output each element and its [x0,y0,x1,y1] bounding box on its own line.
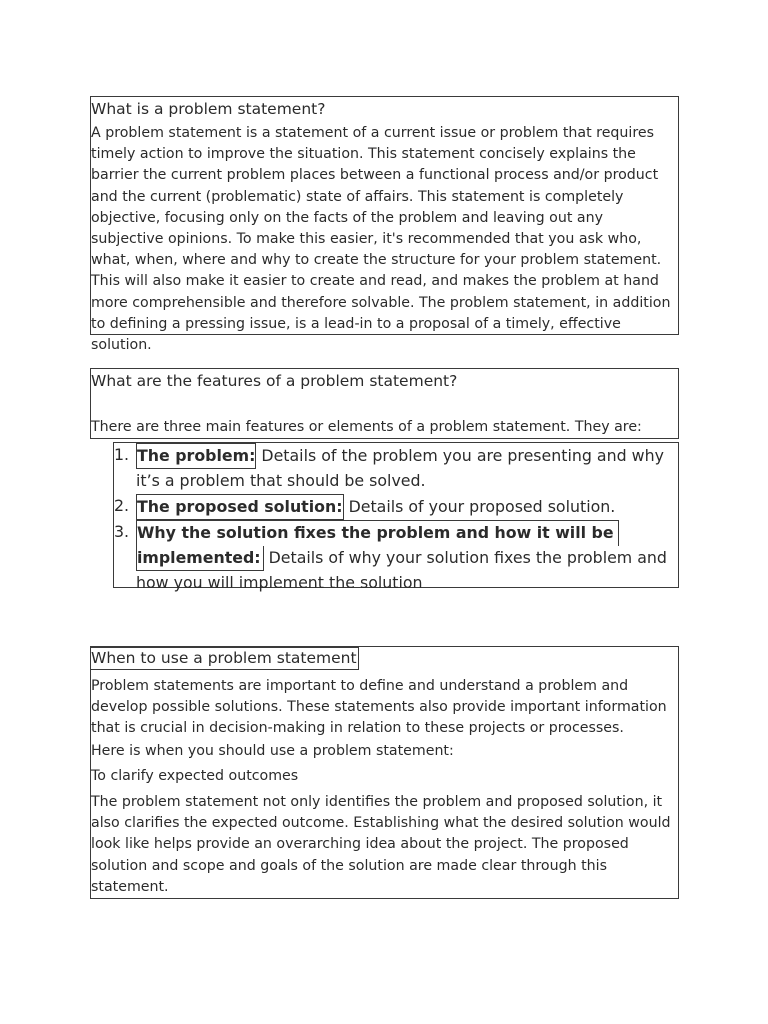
feature-description: Details of the problem you are presenting and why it’s a problem that should be solved. [136,446,664,491]
feature-term: The proposed solution: [136,494,344,520]
section-paragraph-3: To clarify expected outcomes [91,768,299,784]
section-heading: What are the features of a problem statement? [91,372,458,390]
list-number: 1. [114,445,130,464]
section-heading-box [90,647,359,670]
section-heading: When to use a problem statement [91,649,357,667]
feature-term: The problem: [136,443,256,469]
section-intro: There are three main features or elements of a problem statement. They are: [91,419,642,435]
list-number: 2. [114,495,130,515]
features-list [114,443,680,595]
section-paragraph-1: Problem statements are important to define and understand a problem and develop possible solutions. These statements also provide important information that is crucial in decision-making in relation to these projects or processes. [91,678,667,737]
list-item [114,520,680,595]
list-number: 3. [114,522,130,542]
feature-description: Details of why your solution fixes the problem and how you will implement the solution [136,547,667,593]
section-paragraph-2: Here is when you should use a problem statement: [91,743,454,759]
section-when-to-use [90,646,679,899]
section-features-heading-box [90,368,679,439]
section-paragraph-4: The problem statement not only identifies the problem and proposed solution, it also clarifies the expected outcome. Establishing what the desired solution would look like helps provide an overarching idea about the project. The proposed solution and scope and goals of the solution are made clear through this statement. [91,794,671,895]
feature-term-line-1: Why the solution fixes the problem and how it will be [136,520,619,545]
section-what-is-problem-statement [90,96,679,354]
list-item [114,443,680,494]
feature-description: Details of your proposed solution. [343,496,616,516]
feature-term-line-2: implemented: [136,546,264,571]
features-list-box [113,442,679,593]
list-item [114,494,680,520]
section-heading: What is a problem statement? [91,100,326,118]
section-body: A problem statement is a statement of a current issue or problem that requires timely action to improve the situation. This statement concisely explains the barrier the current problem places between a functional process and/or product and the current (problematic) state of affairs. This statement is completely objective, focusing only on the facts of the problem and leaving out any subjective opinions. To make this easier, it's recommended that you ask who, what, when, where and why to create the structure for your problem statement. This will also make it easier to create and read, and makes the problem at hand more comprehensible and therefore solvable. The problem statement, in addition to defining a pressing issue, is a lead-in to a proposal of a timely, effective solution. [91,125,671,354]
